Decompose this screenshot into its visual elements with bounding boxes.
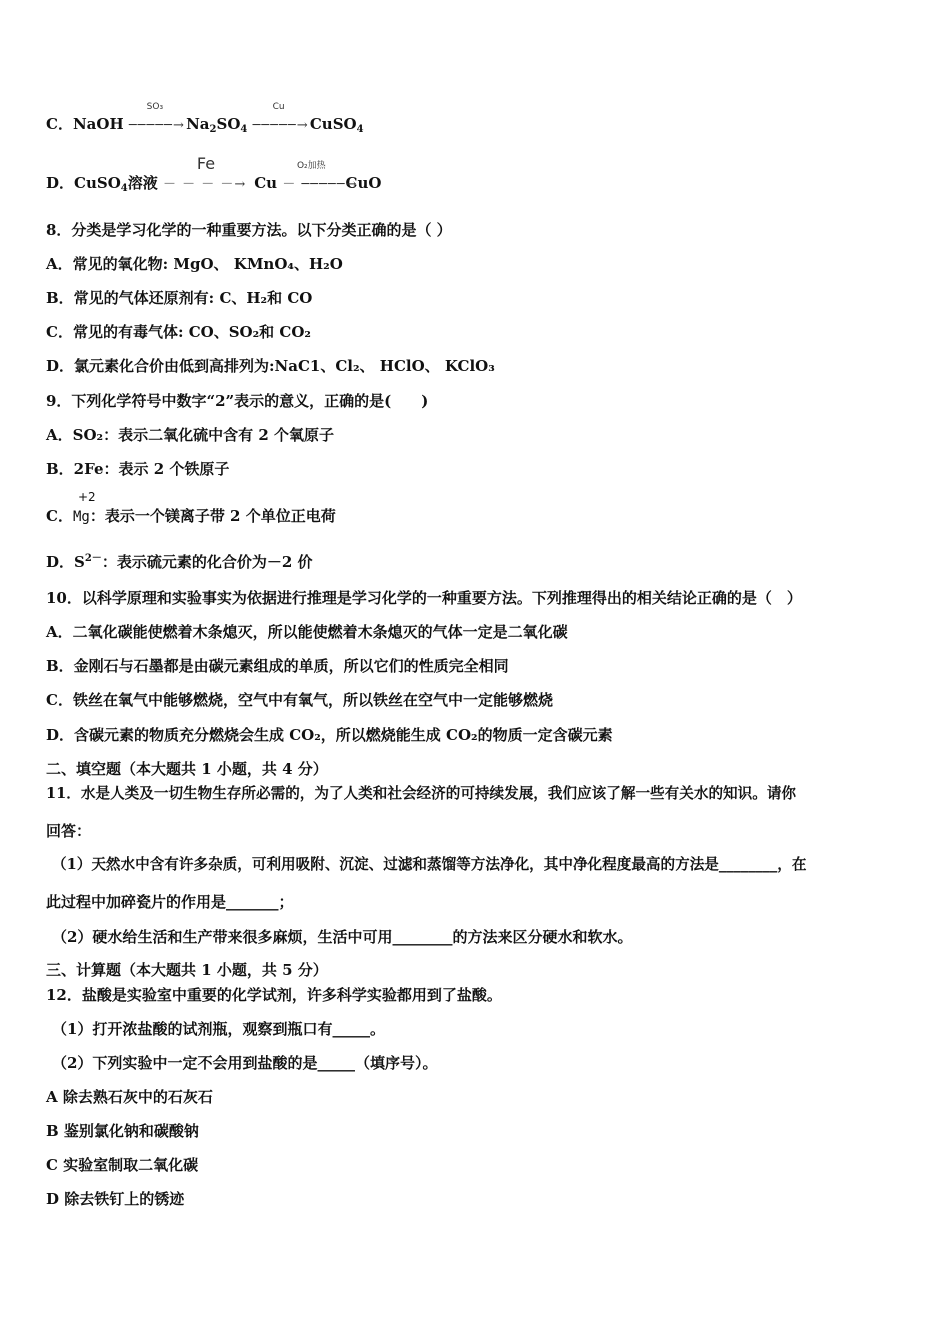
q8-option-c: C．常见的有毒气体: CO、SO₂和 CO₂ (46, 323, 311, 341)
reactant: NaOH (72, 115, 124, 133)
reaction-arrow: O₂加热 － ─────→ (282, 161, 358, 192)
q11-part1-cont: 此过程中加碎瓷片的作用是_______； (46, 893, 294, 911)
q12-option-b: B 鉴别氯化钠和碳酸钠 (46, 1122, 199, 1140)
q8-stem: 8．分类是学习化学的一种重要方法。以下分类正确的是（ ） (46, 221, 452, 239)
arrow-reagent: Fe (196, 154, 216, 173)
final-product: CuO (345, 174, 382, 192)
q8-option-b: B．常见的气体还原剂有: C、H₂和 CO (46, 289, 313, 307)
reaction-arrow: Cu ─────→ (252, 102, 309, 133)
q11-stem: 11．水是人类及一切生物生存所必需的，为了人类和社会经济的可持续发展，我们应该了解一些有关水的知识。请你 (46, 785, 797, 802)
q12-part1: （1）打开浓盐酸的试剂瓶，观察到瓶口有_____。 (52, 1020, 385, 1038)
q11-part2: （2）硬水给生活和生产带来很多麻烦，生活中可用________的方法来区分硬水和软水。 (52, 928, 633, 946)
q7-option-c (46, 102, 364, 136)
arrow-reagent: Cu (272, 102, 285, 112)
reaction-arrow: SO₃ ─────→ (128, 102, 185, 133)
q10-option-c: C．铁丝在氧气中能够燃烧，空气中有氧气，所以铁丝在空气中一定能够燃烧 (46, 691, 553, 709)
reaction-arrow: Fe － － － －→ (163, 173, 249, 195)
q10-option-b: B．金刚石与石墨都是由碳元素组成的单质，所以它们的性质完全相同 (46, 657, 509, 675)
q12-part2: （2）下列实验中一定不会用到盐酸的是_____（填序号）。 (52, 1054, 438, 1072)
arrow-reagent: SO₃ (146, 102, 164, 112)
final-product: CuSO$_4$ (309, 115, 364, 135)
section-heading-calc: 三、计算题（本大题共 1 小题，共 5 分） (46, 961, 328, 979)
q9-option-d: D．$S^{2-}$：表示硫元素的化合价为－2 价 (46, 553, 313, 571)
q11-stem-cont: 回答： (46, 822, 92, 840)
option-label: D． (46, 174, 75, 192)
q10-option-d: D．含碳元素的物质充分燃烧会生成 CO₂，所以燃烧能生成 CO₂的物质一定含碳元素 (46, 726, 613, 744)
q9-option-b: B．2Fe：表示 2 个铁原子 (46, 460, 230, 478)
reactant: CuSO$_4$溶液 (74, 174, 158, 194)
q10-stem: 10．以科学原理和实验事实为依据进行推理是学习化学的一种重要方法。下列推理得出的相关结论正确的是（ ） (46, 589, 802, 607)
q8-option-d: D．氯元素化合价由低到高排列为:NaC1、Cl₂、 HClO、 KClO₃ (46, 357, 495, 375)
q8-option-a: A．常见的氧化物: MgO、 KMnO₄、H₂O (46, 255, 343, 273)
arrow-reagent: O₂加热 (296, 161, 326, 171)
q9-stem: 9．下列化学符号中数字“2”表示的意义，正确的是( ) (46, 392, 429, 410)
q12-option-d: D 除去铁钉上的锈迹 (46, 1190, 185, 1208)
q12-option-c: C 实验室制取二氧化碳 (46, 1156, 199, 1174)
option-label: C． (46, 115, 73, 133)
q11-part1: （1）天然水中含有许多杂质，可利用吸附、沉淀、过滤和蒸馏等方法净化，其中净化程度最高的方法是________，在 (52, 856, 807, 873)
q12-stem: 12．盐酸是实验室中重要的化学试剂，许多科学实验都用到了盐酸。 (46, 986, 502, 1004)
magnesium-symbol: Mg (72, 509, 90, 525)
intermediate-product: Cu (254, 174, 278, 192)
q9-option-a: A．SO₂：表示二氧化硫中含有 2 个氧原子 (46, 426, 334, 444)
q10-option-a: A．二氧化碳能使燃着木条熄灭，所以能使燃着木条熄灭的气体一定是二氧化碳 (46, 623, 568, 641)
section-heading-fill: 二、填空题（本大题共 1 小题，共 4 分） (46, 760, 328, 778)
q7-option-d (46, 154, 382, 195)
q9-option-c: C．Mg：表示一个镁离子带 2 个单位正电荷 (46, 507, 336, 525)
q12-option-a: A 除去熟石灰中的石灰石 (46, 1088, 213, 1106)
q9-charge-label: +2 (78, 490, 96, 504)
intermediate-product: $Na_2SO_4$ (186, 115, 248, 135)
